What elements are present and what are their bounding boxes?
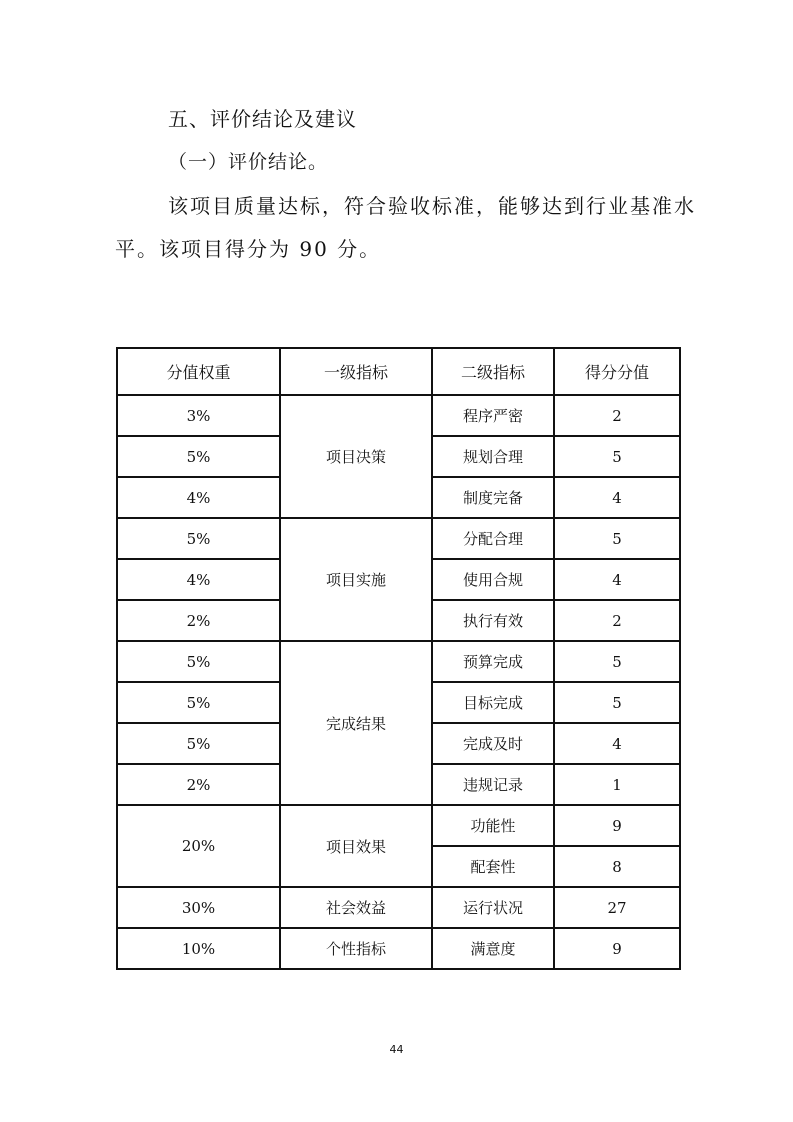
score-cell: 8 [554, 846, 680, 887]
secondary-indicator-cell: 执行有效 [432, 600, 554, 641]
weight-cell: 10% [117, 928, 280, 969]
weight-cell: 4% [117, 477, 280, 518]
conclusion-paragraph-line-1: 该项目质量达标，符合验收标准，能够达到行业基准水 [168, 194, 696, 218]
primary-indicator-cell: 项目效果 [280, 805, 432, 887]
secondary-indicator-cell: 预算完成 [432, 641, 554, 682]
secondary-indicator-cell: 功能性 [432, 805, 554, 846]
secondary-indicator-cell: 目标完成 [432, 682, 554, 723]
table-row [117, 887, 680, 928]
section-subheading: （一）评价结论。 [168, 151, 329, 173]
score-cell: 5 [554, 682, 680, 723]
secondary-indicator-cell: 运行状况 [432, 887, 554, 928]
score-cell: 4 [554, 723, 680, 764]
score-cell: 9 [554, 928, 680, 969]
score-cell: 9 [554, 805, 680, 846]
conclusion-paragraph-line-2: 平。该项目得分为 90 分。 [115, 237, 382, 261]
secondary-indicator-cell: 违规记录 [432, 764, 554, 805]
weight-cell: 30% [117, 887, 280, 928]
table-row [117, 805, 680, 846]
header-score: 得分分值 [554, 348, 680, 395]
header-secondary-indicator: 二级指标 [432, 348, 554, 395]
secondary-indicator-cell: 配套性 [432, 846, 554, 887]
score-table [116, 347, 681, 970]
page-number: 44 [389, 1043, 404, 1056]
header-primary-indicator: 一级指标 [280, 348, 432, 395]
score-cell: 5 [554, 518, 680, 559]
primary-indicator-cell: 个性指标 [280, 928, 432, 969]
secondary-indicator-cell: 程序严密 [432, 395, 554, 436]
weight-cell: 5% [117, 641, 280, 682]
secondary-indicator-cell: 规划合理 [432, 436, 554, 477]
header-weight: 分值权重 [117, 348, 280, 395]
secondary-indicator-cell: 分配合理 [432, 518, 554, 559]
secondary-indicator-cell: 满意度 [432, 928, 554, 969]
secondary-indicator-cell: 完成及时 [432, 723, 554, 764]
score-cell: 2 [554, 600, 680, 641]
primary-indicator-cell: 项目决策 [280, 395, 432, 518]
score-cell: 1 [554, 764, 680, 805]
primary-indicator-cell: 社会效益 [280, 887, 432, 928]
score-cell: 5 [554, 436, 680, 477]
weight-cell: 2% [117, 600, 280, 641]
table-row [117, 928, 680, 969]
weight-cell: 5% [117, 682, 280, 723]
score-cell: 27 [554, 887, 680, 928]
score-cell: 4 [554, 559, 680, 600]
weight-cell: 5% [117, 436, 280, 477]
score-cell: 4 [554, 477, 680, 518]
weight-cell: 5% [117, 518, 280, 559]
weight-cell: 5% [117, 723, 280, 764]
weight-cell: 4% [117, 559, 280, 600]
section-heading: 五、评价结论及建议 [168, 107, 357, 131]
table-row [117, 641, 680, 682]
secondary-indicator-cell: 使用合规 [432, 559, 554, 600]
weight-cell: 2% [117, 764, 280, 805]
primary-indicator-cell: 完成结果 [280, 641, 432, 805]
score-cell: 5 [554, 641, 680, 682]
table-row [117, 395, 680, 436]
weight-cell: 20% [117, 805, 280, 887]
score-cell: 2 [554, 395, 680, 436]
primary-indicator-cell: 项目实施 [280, 518, 432, 641]
weight-cell: 3% [117, 395, 280, 436]
table-row [117, 518, 680, 559]
table-header-row [117, 348, 680, 395]
secondary-indicator-cell: 制度完备 [432, 477, 554, 518]
